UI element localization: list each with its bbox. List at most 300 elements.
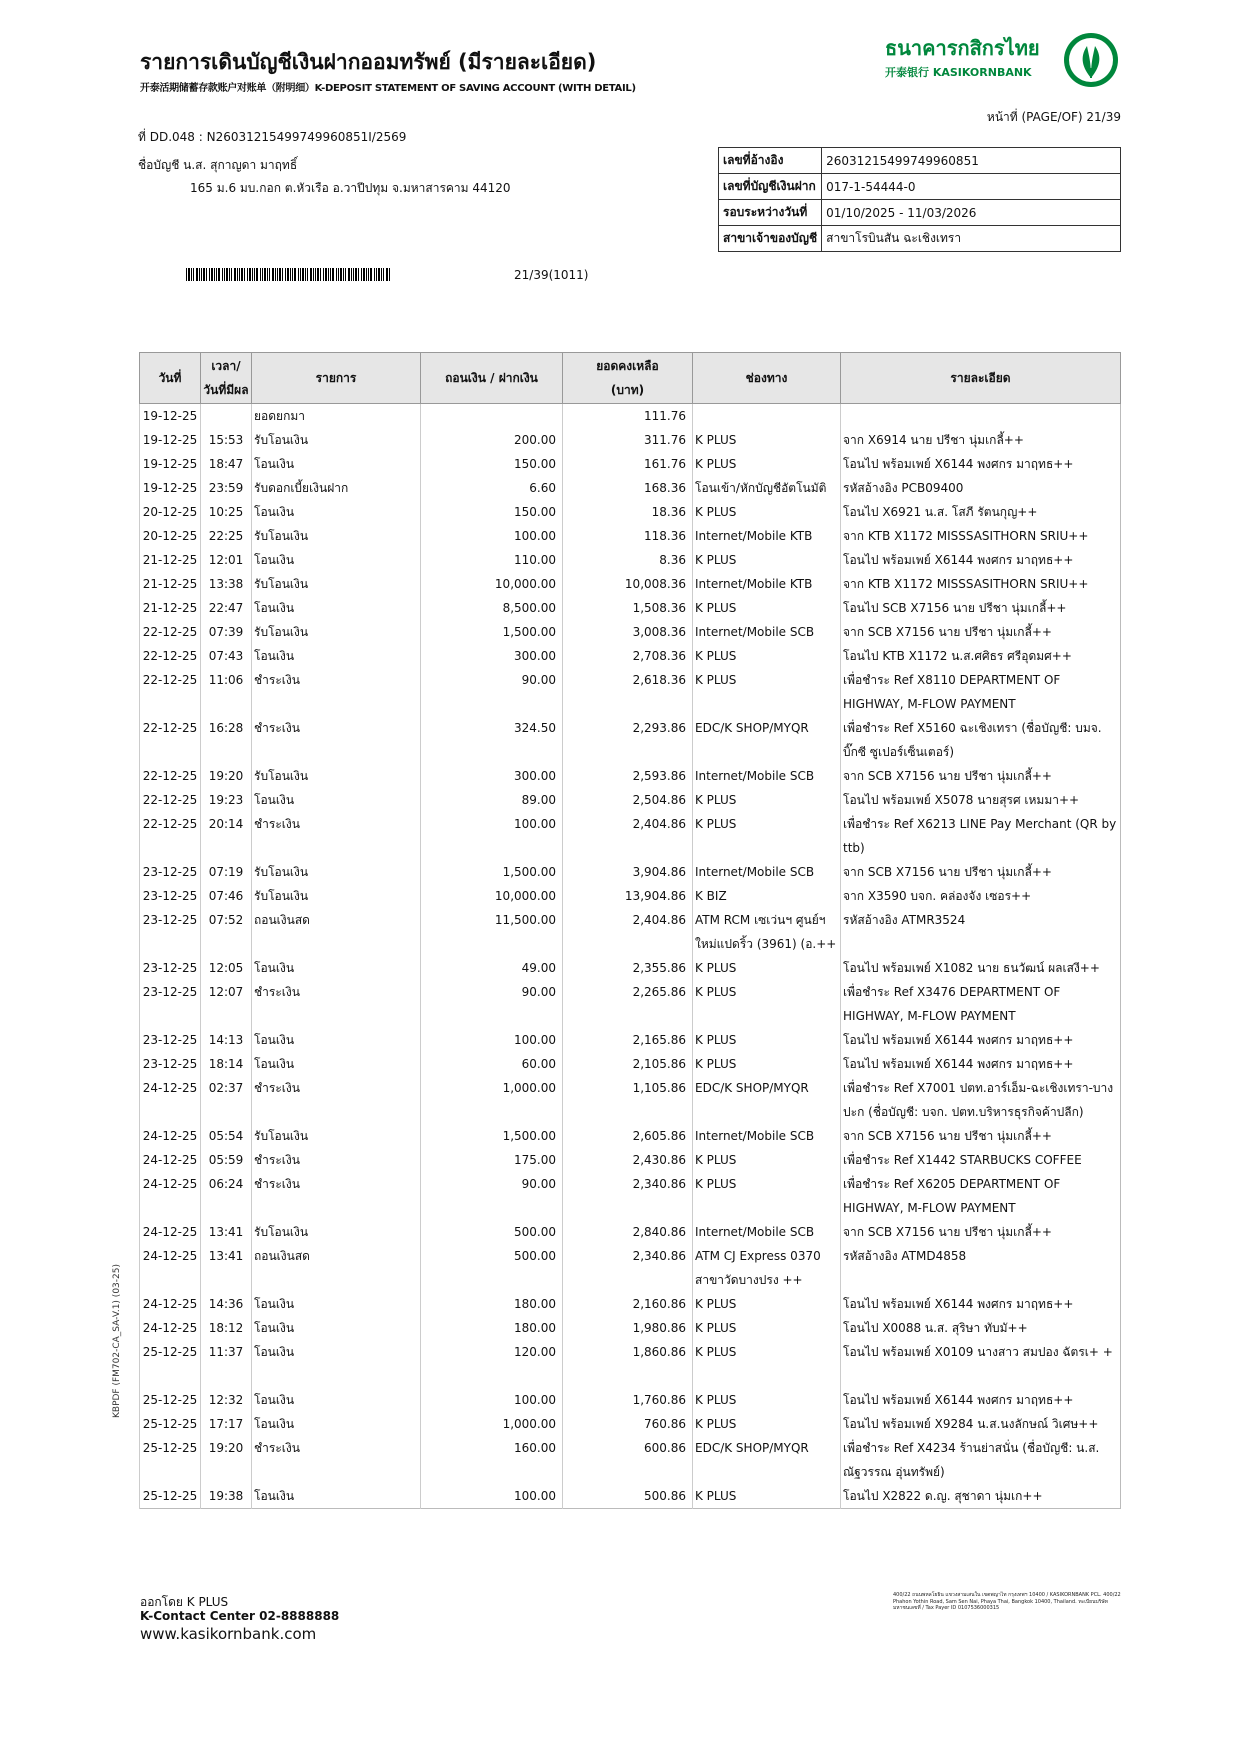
cell-item: โอนเงิน: [252, 1340, 421, 1388]
cell-item: ชำระเงิน: [252, 1436, 421, 1484]
cell-item: รับโอนเงิน: [252, 764, 421, 788]
barcode-bar: [264, 268, 266, 281]
cell-detail: โอนไป พร้อมเพย์ X6144 พงศกร มาฤทธ++: [841, 1052, 1121, 1076]
table-row: [140, 788, 1121, 812]
cell-item: ชำระเงิน: [252, 1148, 421, 1172]
cell-balance: 168.36: [563, 476, 693, 500]
cell-date: 22-12-25: [140, 716, 201, 764]
cell-channel: Internet/Mobile KTB: [693, 572, 841, 596]
barcode-bar: [361, 268, 362, 281]
cell-amount: 200.00: [421, 428, 563, 452]
cell-item: โอนเงิน: [252, 1052, 421, 1076]
cell-amount: 89.00: [421, 788, 563, 812]
barcode-bar: [224, 268, 225, 281]
cell-time: 18:14: [201, 1052, 252, 1076]
cell-detail: โอนไป พร้อมเพย์ X6144 พงศกร มาฤทธ++: [841, 452, 1121, 476]
cell-amount: 10,000.00: [421, 572, 563, 596]
table-row: [140, 452, 1121, 476]
info-value: 26031215499749960851: [822, 148, 1121, 174]
cell-item: ยอดยกมา: [252, 404, 421, 429]
col-header-time: [201, 353, 252, 404]
cell-date: 20-12-25: [140, 524, 201, 548]
barcode-bar: [374, 268, 375, 281]
barcode-bar: [376, 268, 377, 281]
cell-channel: K PLUS: [693, 548, 841, 572]
col-header-amount: ถอนเงิน / ฝากเงิน: [421, 353, 563, 404]
cell-channel: Internet/Mobile SCB: [693, 620, 841, 644]
barcode-bar: [275, 268, 276, 281]
cell-channel: K PLUS: [693, 980, 841, 1028]
table-row: [140, 1292, 1121, 1316]
barcode-bar: [328, 268, 329, 281]
cell-channel: Internet/Mobile SCB: [693, 1220, 841, 1244]
barcode-bar: [231, 268, 232, 281]
cell-amount: 110.00: [421, 548, 563, 572]
table-row: [140, 1340, 1121, 1388]
table-row: [140, 860, 1121, 884]
barcode-bar: [196, 268, 198, 281]
barcode-bar: [330, 268, 331, 281]
cell-detail: โอนไป พร้อมเพย์ X6144 พงศกร มาฤทธ++: [841, 548, 1121, 572]
cell-amount: 60.00: [421, 1052, 563, 1076]
barcode-bar: [234, 268, 236, 281]
cell-channel: โอนเข้า/หักบัญชีอัตโนมัติ: [693, 476, 841, 500]
col-header-date: วันที่: [140, 353, 201, 404]
col-header-balance: [563, 353, 693, 404]
cell-date: 24-12-25: [140, 1244, 201, 1292]
col-header-item: รายการ: [252, 353, 421, 404]
cell-item: โอนเงิน: [252, 644, 421, 668]
cell-detail: จาก SCB X7156 นาย ปรีชา นุ่มเกลี้++: [841, 1220, 1121, 1244]
cell-item: โอนเงิน: [252, 500, 421, 524]
bank-name-english: 开泰银行 KASIKORNBANK: [885, 66, 1032, 79]
cell-item: โอนเงิน: [252, 788, 421, 812]
cell-channel: EDC/K SHOP/MYQR: [693, 1076, 841, 1124]
cell-channel: K PLUS: [693, 428, 841, 452]
cell-time: 07:46: [201, 884, 252, 908]
cell-time: 16:28: [201, 716, 252, 764]
barcode-bar: [336, 268, 337, 281]
cell-channel: K PLUS: [693, 668, 841, 716]
account-address: 165 ม.6 มบ.กอก ต.หัวเรือ อ.วาปีปทุม จ.มหาสารคาม 44120: [190, 181, 511, 195]
table-row: [140, 1412, 1121, 1436]
cell-amount: 100.00: [421, 1484, 563, 1509]
barcode-bar: [368, 268, 369, 281]
cell-detail: [841, 404, 1121, 429]
cell-detail: เพื่อชำระ Ref X4234 ร้านย่าสนั่น (ชื่อบัญชี: น.ส. ณัฐวรรณ อุ่นทรัพย์): [841, 1436, 1121, 1484]
cell-balance: 2,160.86: [563, 1292, 693, 1316]
barcode-bar: [313, 268, 314, 281]
cell-balance: 2,605.86: [563, 1124, 693, 1148]
table-row: [140, 644, 1121, 668]
cell-item: โอนเงิน: [252, 548, 421, 572]
barcode-bar: [332, 268, 334, 281]
cell-date: 24-12-25: [140, 1148, 201, 1172]
barcode-bar: [188, 268, 190, 281]
account-info-table: [718, 147, 1121, 252]
cell-detail: โอนไป X0088 น.ส. สุริษา ทับมั++: [841, 1316, 1121, 1340]
cell-time: 19:23: [201, 788, 252, 812]
cell-date: 24-12-25: [140, 1292, 201, 1316]
cell-detail: เพื่อชำระ Ref X7001 ปตท.อาร์เอ็ม-ฉะเชิงเทรา-บางปะก (ชื่อบัญชี: บจก. ปตท.บริหารธุรกิจค้าปลีก): [841, 1076, 1121, 1124]
cell-time: 13:38: [201, 572, 252, 596]
barcode-bar: [199, 268, 200, 281]
cell-item: โอนเงิน: [252, 1484, 421, 1509]
cell-time: 19:20: [201, 764, 252, 788]
cell-channel: K PLUS: [693, 1316, 841, 1340]
info-row: [719, 174, 1121, 200]
barcode-bar: [290, 268, 291, 281]
cell-channel: K PLUS: [693, 644, 841, 668]
table-row: [140, 1052, 1121, 1076]
cell-time: 22:25: [201, 524, 252, 548]
statement-title: รายการเดินบัญชีเงินฝากออมทรัพย์ (มีรายละเอียด): [140, 50, 597, 74]
barcode: [186, 268, 391, 281]
col-header-balance-line1: ยอดคงเหลือ: [596, 359, 659, 373]
cell-date: 25-12-25: [140, 1412, 201, 1436]
table-row: [140, 500, 1121, 524]
cell-detail: โอนไป SCB X7156 นาย ปรีชา นุ่มเกลี้++: [841, 596, 1121, 620]
contact-center: K-Contact Center 02-8888888: [140, 1609, 340, 1623]
barcode-bar: [267, 268, 268, 281]
cell-date: 25-12-25: [140, 1436, 201, 1484]
table-row: [140, 428, 1121, 452]
cell-channel: K PLUS: [693, 788, 841, 812]
cell-balance: 8.36: [563, 548, 693, 572]
cell-amount: 180.00: [421, 1316, 563, 1340]
table-row: [140, 812, 1121, 860]
cell-balance: 161.76: [563, 452, 693, 476]
barcode-bar: [305, 268, 306, 281]
table-row: [140, 1316, 1121, 1340]
barcode-bar: [294, 268, 296, 281]
cell-date: 22-12-25: [140, 620, 201, 644]
cell-channel: K PLUS: [693, 1412, 841, 1436]
bank-name-thai: ธนาคารกสิกรไทย: [885, 36, 1040, 60]
cell-balance: 2,355.86: [563, 956, 693, 980]
cell-time: 18:47: [201, 452, 252, 476]
barcode-bar: [186, 268, 187, 281]
cell-channel: K BIZ: [693, 884, 841, 908]
cell-balance: 2,404.86: [563, 908, 693, 956]
table-header-row: [140, 353, 1121, 404]
table-row: [140, 1436, 1121, 1484]
cell-time: 13:41: [201, 1220, 252, 1244]
cell-amount: 100.00: [421, 1388, 563, 1412]
cell-date: 23-12-25: [140, 956, 201, 980]
info-label: เลขที่อ้างอิง: [719, 148, 822, 174]
barcode-text: 21/39(1011): [514, 268, 589, 282]
cell-date: 25-12-25: [140, 1340, 201, 1388]
barcode-bar: [201, 268, 202, 281]
col-header-detail: รายละเอียด: [841, 353, 1121, 404]
cell-time: 02:37: [201, 1076, 252, 1124]
barcode-bar: [315, 268, 316, 281]
cell-item: รับโอนเงิน: [252, 1124, 421, 1148]
info-value: 017-1-54444-0: [822, 174, 1121, 200]
cell-amount: 120.00: [421, 1340, 563, 1388]
barcode-bar: [338, 268, 339, 281]
barcode-bar: [191, 268, 192, 281]
table-row: [140, 404, 1121, 429]
cell-item: ชำระเงิน: [252, 980, 421, 1028]
cell-date: 19-12-25: [140, 452, 201, 476]
cell-item: ชำระเงิน: [252, 812, 421, 860]
barcode-bar: [345, 268, 346, 281]
table-row: [140, 572, 1121, 596]
barcode-bar: [282, 268, 283, 281]
barcode-bar: [370, 268, 372, 281]
account-name: ชื่อบัญชี น.ส. สุกาญดา มาฤทธิ์: [138, 158, 298, 172]
barcode-bar: [249, 268, 251, 281]
cell-time: 19:20: [201, 1436, 252, 1484]
barcode-bar: [317, 268, 319, 281]
cell-date: 23-12-25: [140, 980, 201, 1028]
cell-detail: เพื่อชำระ Ref X1442 STARBUCKS COFFEE: [841, 1148, 1121, 1172]
cell-amount: 150.00: [421, 452, 563, 476]
cell-date: 25-12-25: [140, 1484, 201, 1509]
cell-date: 23-12-25: [140, 1028, 201, 1052]
barcode-bar: [226, 268, 228, 281]
col-header-time-line1: เวลา/: [211, 359, 241, 373]
cell-balance: 3,904.86: [563, 860, 693, 884]
cell-balance: 2,265.86: [563, 980, 693, 1028]
cell-detail: โอนไป พร้อมเพย์ X6144 พงศกร มาฤทธ++: [841, 1028, 1121, 1052]
document-reference: ที่ DD.048 : N2603121549974996085​1I/2569: [138, 130, 407, 144]
barcode-bar: [269, 268, 270, 281]
cell-balance: 2,340.86: [563, 1172, 693, 1220]
cell-detail: จาก SCB X7156 นาย ปรีชา นุ่มเกลี้++: [841, 764, 1121, 788]
info-row: [719, 148, 1121, 174]
cell-balance: 2,105.86: [563, 1052, 693, 1076]
cell-detail: โอนไป KTB X1172 น.ส.ศศิธร ศรีอุดมศ++: [841, 644, 1121, 668]
cell-amount: 180.00: [421, 1292, 563, 1316]
cell-channel: K PLUS: [693, 1052, 841, 1076]
cell-channel: ATM RCM เซเว่นฯ ศูนย์ฯ ใหม่แปดริ้ว (3961) (อ.++: [693, 908, 841, 956]
cell-date: 19-12-25: [140, 404, 201, 429]
cell-item: รับโอนเงิน: [252, 428, 421, 452]
cell-channel: K PLUS: [693, 596, 841, 620]
cell-amount: 100.00: [421, 1028, 563, 1052]
cell-balance: 311.76: [563, 428, 693, 452]
cell-time: 14:13: [201, 1028, 252, 1052]
table-row: [140, 980, 1121, 1028]
barcode-bar: [262, 268, 263, 281]
cell-item: โอนเงิน: [252, 1388, 421, 1412]
cell-channel: [693, 404, 841, 429]
cell-item: ชำระเงิน: [252, 1076, 421, 1124]
cell-amount: 324.50: [421, 716, 563, 764]
cell-detail: โอนไป พร้อมเพย์ X9284 น.ส.นงลักษณ์ วิเศษ++: [841, 1412, 1121, 1436]
cell-channel: K PLUS: [693, 500, 841, 524]
cell-time: 22:47: [201, 596, 252, 620]
cell-detail: จาก X3590 บจก. คล่องจัง เซอร++: [841, 884, 1121, 908]
table-row: [140, 1076, 1121, 1124]
statement-subtitle: 开泰活期储蓄存款账户对账单（附明细）K-DEPOSIT STATEMENT OF SAVING ACCOUNT (WITH DETAIL): [140, 83, 636, 94]
barcode-bar: [279, 268, 281, 281]
cell-amount: 1,000.00: [421, 1076, 563, 1124]
cell-detail: โอนไป พร้อมเพย์ X6144 พงศกร มาฤทธ++: [841, 1388, 1121, 1412]
table-row: [140, 548, 1121, 572]
barcode-bar: [237, 268, 238, 281]
table-row: [140, 1484, 1121, 1509]
barcode-bar: [256, 268, 258, 281]
cell-time: 14:36: [201, 1292, 252, 1316]
barcode-bar: [325, 268, 327, 281]
cell-item: โอนเงิน: [252, 1292, 421, 1316]
cell-detail: รหัสอ้างอิง ATMD4858: [841, 1244, 1121, 1292]
cell-amount: [421, 404, 563, 429]
cell-detail: โอนไป X2822 ด.ญ. สุชาดา นุ่มเก++: [841, 1484, 1121, 1509]
bank-logo: [885, 32, 1125, 88]
cell-item: รับโอนเงิน: [252, 572, 421, 596]
cell-time: 17:17: [201, 1412, 252, 1436]
table-row: [140, 1388, 1121, 1412]
cell-channel: EDC/K SHOP/MYQR: [693, 1436, 841, 1484]
page-number: หน้าที่ (PAGE/OF) 21/39: [986, 110, 1121, 124]
cell-channel: K PLUS: [693, 812, 841, 860]
barcode-bar: [244, 268, 245, 281]
cell-balance: 1,105.86: [563, 1076, 693, 1124]
cell-amount: 160.00: [421, 1436, 563, 1484]
cell-balance: 2,340.86: [563, 1244, 693, 1292]
cell-balance: 2,504.86: [563, 788, 693, 812]
cell-time: 12:05: [201, 956, 252, 980]
barcode-bar: [320, 268, 321, 281]
barcode-bar: [386, 268, 388, 281]
cell-amount: 150.00: [421, 500, 563, 524]
cell-channel: Internet/Mobile SCB: [693, 860, 841, 884]
info-label: สาขาเจ้าของบัญชี: [719, 226, 822, 252]
cell-balance: 2,708.36: [563, 644, 693, 668]
cell-detail: เพื่อชำระ Ref X8110 DEPARTMENT OF HIGHWAY, M-FLOW PAYMENT: [841, 668, 1121, 716]
kasikorn-emblem-icon: [1063, 32, 1119, 88]
cell-date: 22-12-25: [140, 668, 201, 716]
footer-fine-print: 400/22 ถนนพหลโยธิน แขวงสามเสนใน เขตพญาไท กรุงเทพฯ 10400 / KASIKORNBANK PCL. 400/22 Phahon Yothin Road, Sam Sen Nai, Phaya Thai, Bangkok 10400, Thailand. ทะเบียนบริษัทมหาชนเลขที่ / Tax Payer ID 0107536000315: [893, 1592, 1121, 1611]
cell-detail: จาก X6914 นาย ปรีชา นุ่มเกลี้++: [841, 428, 1121, 452]
cell-date: 24-12-25: [140, 1124, 201, 1148]
cell-balance: 500.86: [563, 1484, 693, 1509]
cell-amount: 6.60: [421, 476, 563, 500]
cell-amount: 1,500.00: [421, 860, 563, 884]
cell-detail: โอนไป พร้อมเพย์ X0109 นางสาว สมปอง ฉัตรเ+ +: [841, 1340, 1121, 1388]
cell-channel: K PLUS: [693, 1172, 841, 1220]
barcode-bar: [193, 268, 194, 281]
cell-item: โอนเงิน: [252, 956, 421, 980]
cell-detail: เพื่อชำระ Ref X6213 LINE Pay Merchant (QR by ttb): [841, 812, 1121, 860]
cell-date: 21-12-25: [140, 572, 201, 596]
cell-item: โอนเงิน: [252, 1028, 421, 1052]
cell-channel: K PLUS: [693, 1340, 841, 1388]
cell-balance: 2,165.86: [563, 1028, 693, 1052]
cell-amount: 300.00: [421, 764, 563, 788]
col-header-balance-line2: (บาท): [610, 383, 645, 397]
table-row: [140, 1148, 1121, 1172]
cell-detail: เพื่อชำระ Ref X5160 ฉะเชิงเทรา (ชื่อบัญชี: บมจ. บิ๊กซี ซูเปอร์เซ็นเตอร์): [841, 716, 1121, 764]
cell-time: 05:59: [201, 1148, 252, 1172]
cell-amount: 11,500.00: [421, 908, 563, 956]
barcode-bar: [206, 268, 207, 281]
cell-balance: 2,840.86: [563, 1220, 693, 1244]
cell-detail: รหัสอ้างอิง PCB09400: [841, 476, 1121, 500]
cell-item: รับโอนเงิน: [252, 884, 421, 908]
cell-balance: 1,760.86: [563, 1388, 693, 1412]
cell-channel: Internet/Mobile SCB: [693, 1124, 841, 1148]
cell-item: โอนเงิน: [252, 1316, 421, 1340]
barcode-bar: [307, 268, 308, 281]
cell-date: 22-12-25: [140, 644, 201, 668]
cell-item: รับโอนเงิน: [252, 860, 421, 884]
cell-time: 07:52: [201, 908, 252, 956]
cell-detail: โอนไป พร้อมเพย์ X5078 นายสุรศ เหมมา++: [841, 788, 1121, 812]
cell-date: 23-12-25: [140, 860, 201, 884]
table-row: [140, 884, 1121, 908]
bank-website[interactable]: www.kasikornbank.com: [140, 1625, 317, 1643]
table-row: [140, 596, 1121, 620]
cell-amount: 175.00: [421, 1148, 563, 1172]
cell-amount: 500.00: [421, 1244, 563, 1292]
barcode-bar: [292, 268, 293, 281]
col-header-channel: ช่องทาง: [693, 353, 841, 404]
cell-amount: 500.00: [421, 1220, 563, 1244]
cell-channel: K PLUS: [693, 1484, 841, 1509]
barcode-bar: [302, 268, 304, 281]
info-row: [719, 226, 1121, 252]
cell-amount: 1,500.00: [421, 620, 563, 644]
barcode-bar: [348, 268, 350, 281]
cell-balance: 2,293.86: [563, 716, 693, 764]
cell-time: 18:12: [201, 1316, 252, 1340]
cell-item: ชำระเงิน: [252, 668, 421, 716]
cell-channel: K PLUS: [693, 1292, 841, 1316]
cell-time: 07:19: [201, 860, 252, 884]
table-row: [140, 1028, 1121, 1052]
barcode-bar: [355, 268, 357, 281]
barcode-bar: [298, 268, 299, 281]
barcode-bar: [272, 268, 274, 281]
cell-date: 20-12-25: [140, 500, 201, 524]
cell-detail: จาก SCB X7156 นาย ปรีชา นุ่มเกลี้++: [841, 1124, 1121, 1148]
barcode-bar: [285, 268, 286, 281]
table-row: [140, 908, 1121, 956]
cell-balance: 1,860.86: [563, 1340, 693, 1388]
barcode-bar: [277, 268, 278, 281]
cell-date: 24-12-25: [140, 1220, 201, 1244]
cell-item: โอนเงิน: [252, 596, 421, 620]
cell-time: 11:06: [201, 668, 252, 716]
table-row: [140, 956, 1121, 980]
cell-amount: 90.00: [421, 668, 563, 716]
cell-amount: 90.00: [421, 980, 563, 1028]
cell-time: [201, 404, 252, 429]
form-code: KBPDF (FM702-CA_SA-V.1) (03-25): [112, 1264, 122, 1418]
barcode-bar: [254, 268, 255, 281]
cell-channel: Internet/Mobile KTB: [693, 524, 841, 548]
barcode-bar: [211, 268, 213, 281]
cell-detail: จาก KTB X1172 MISSSASITHORN SRIU++: [841, 572, 1121, 596]
table-row: [140, 716, 1121, 764]
cell-date: 19-12-25: [140, 428, 201, 452]
cell-time: 12:01: [201, 548, 252, 572]
info-label: เลขที่บัญชีเงินฝาก: [719, 174, 822, 200]
cell-amount: 1,500.00: [421, 1124, 563, 1148]
barcode-bar: [381, 268, 382, 281]
barcode-bar: [247, 268, 248, 281]
info-value: สาขาโรบินสัน ฉะเชิงเทรา: [822, 226, 1121, 252]
cell-balance: 600.86: [563, 1436, 693, 1484]
cell-balance: 10,008.36: [563, 572, 693, 596]
table-row: [140, 620, 1121, 644]
